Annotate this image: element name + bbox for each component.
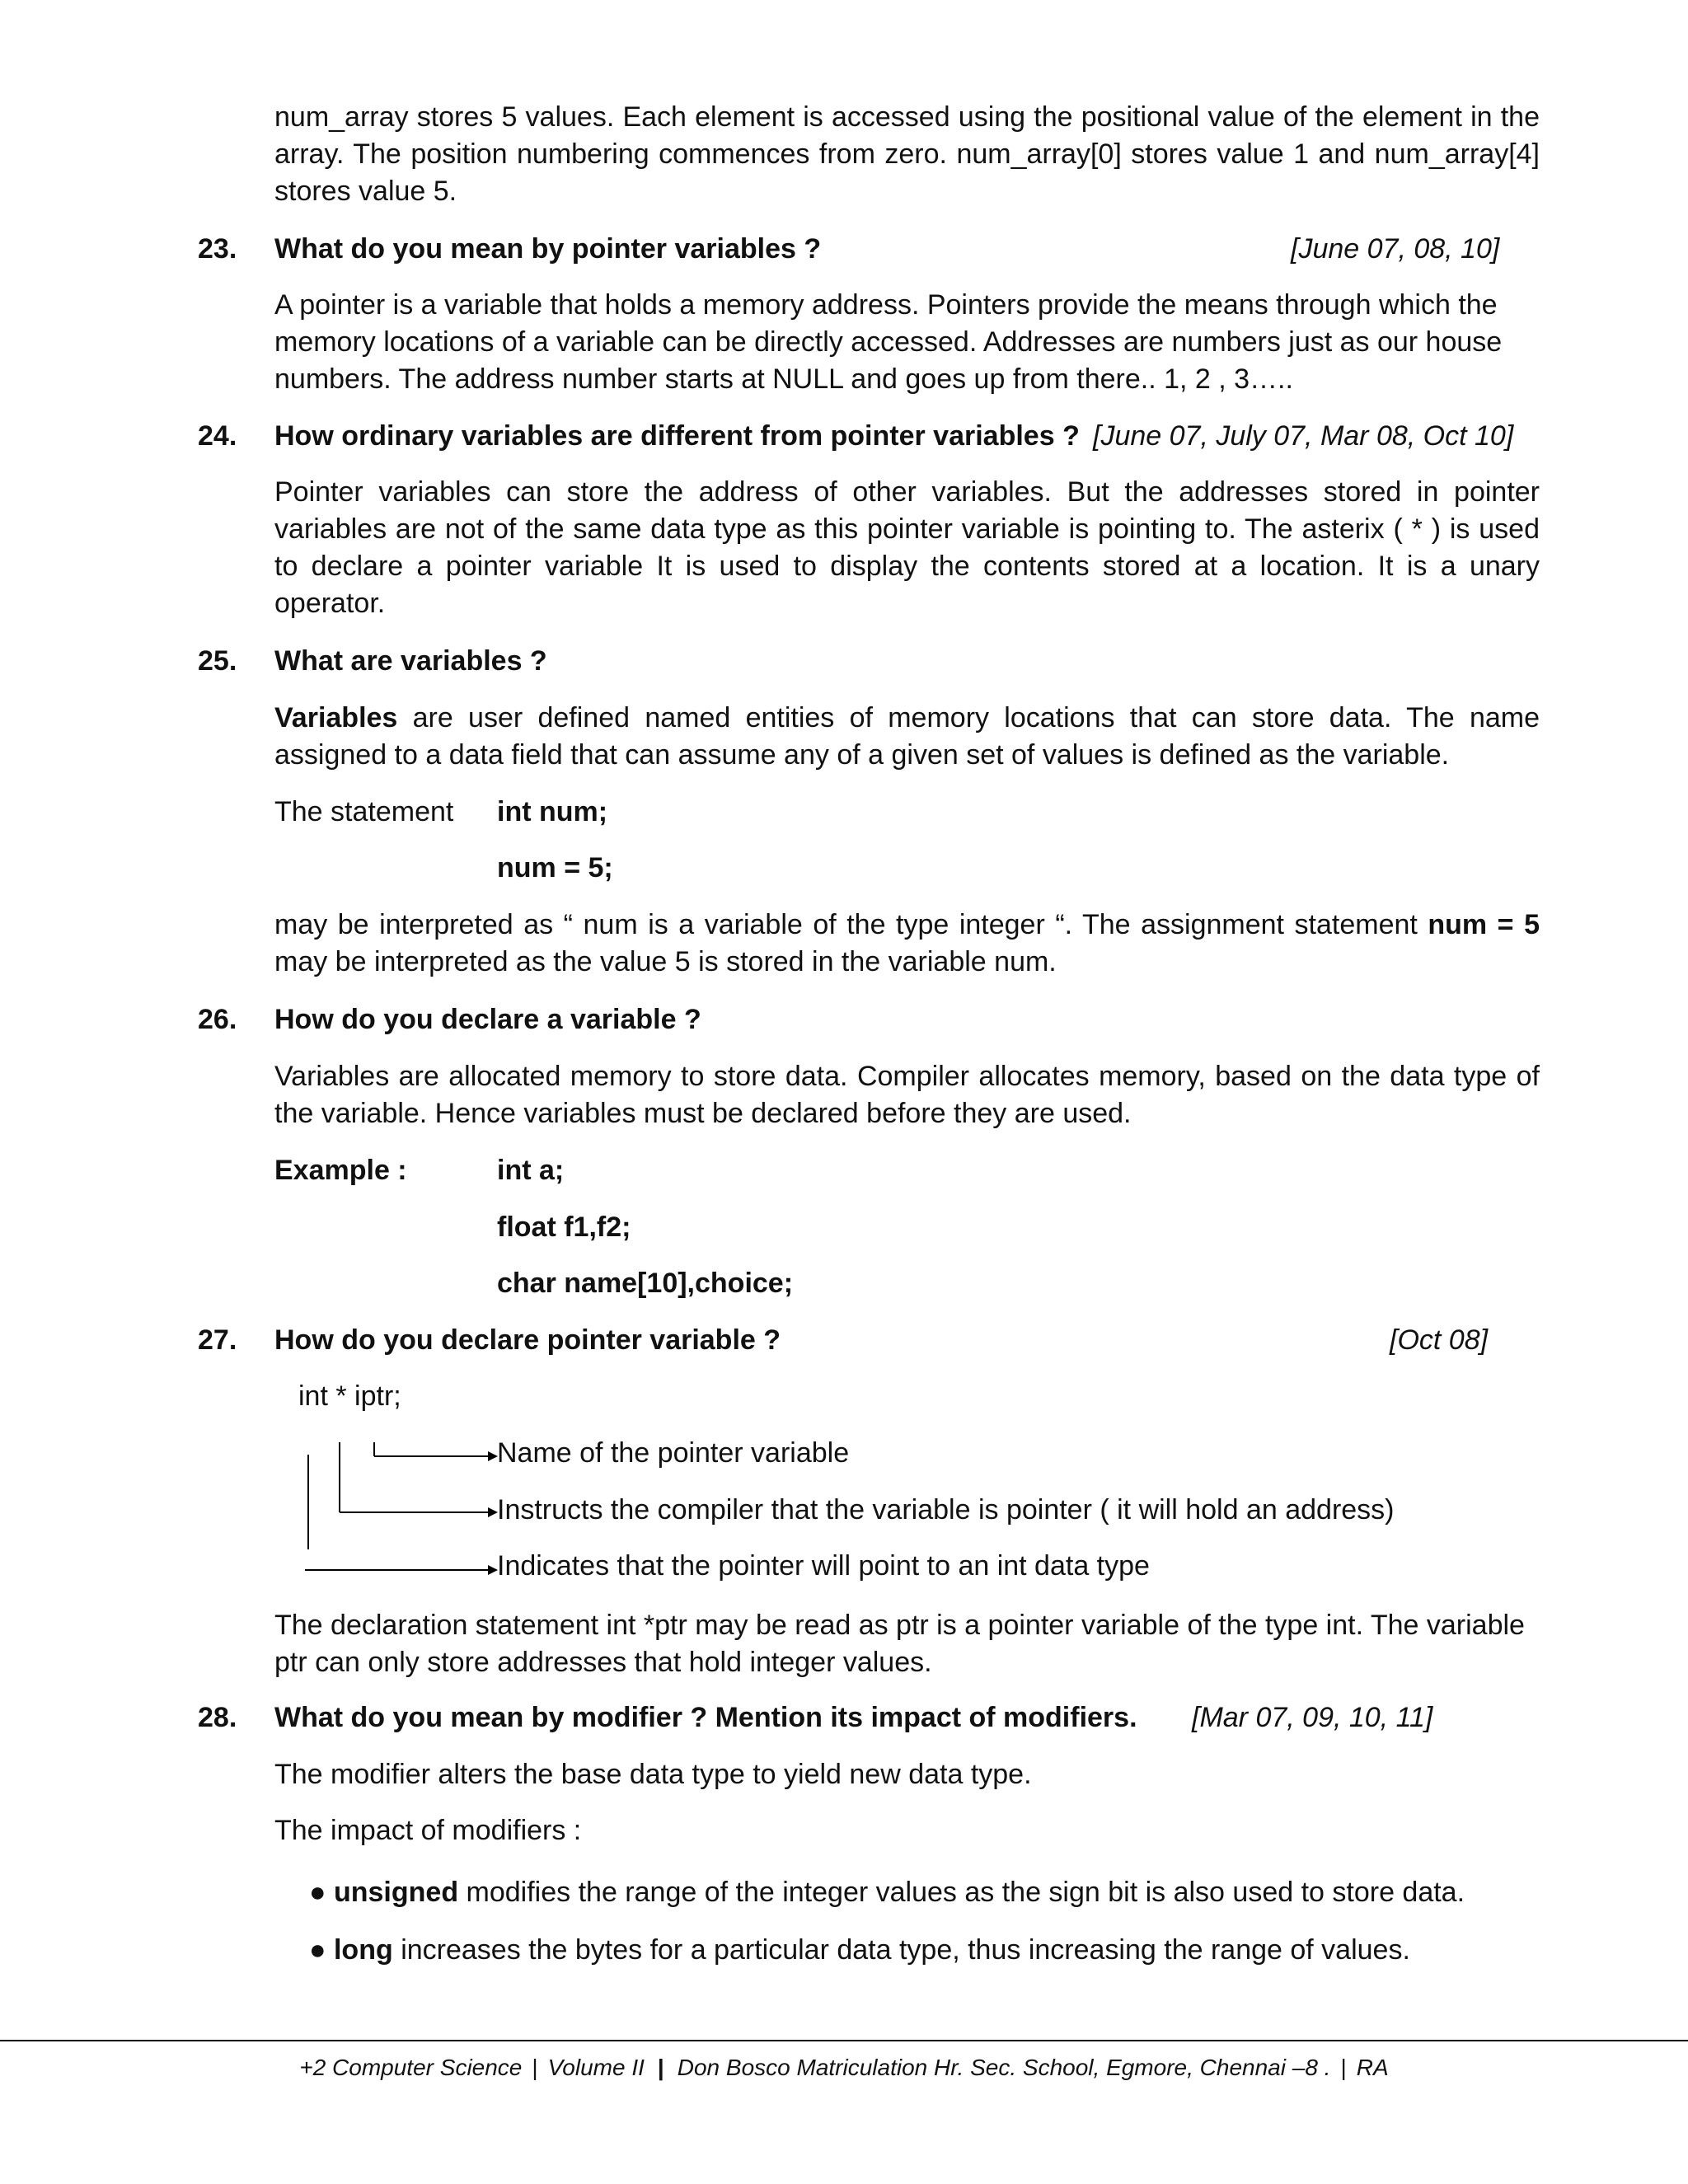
pointer-declaration-diagram — [297, 1434, 511, 1582]
exam-ref-24: [June 07, July 07, Mar 08, Oct 10] — [1093, 420, 1514, 452]
code-num-assign: num = 5; — [497, 852, 613, 883]
page-footer — [0, 2051, 1688, 2084]
code-int-a: int a; — [497, 1155, 565, 1186]
exam-ref-28: [Mar 07, 09, 10, 11] — [1192, 1702, 1433, 1733]
intro-paragraph: num_array stores 5 values. Each element is accessed using the positional value of the element in the array. The position numbering commences from zero. num_array[0] stores value 1 and num_array[4] stores value 5. — [274, 101, 1540, 207]
answer-25-text: are user defined named entities of memory locations that can store data. The name assigned to a data field that can assume any of a given set of values is defined as the variable. — [274, 702, 1540, 771]
question-number-23: 23. — [198, 233, 237, 265]
statement-label: The statement — [274, 796, 454, 827]
answer-24: Pointer variables can store the address of other variables. But the addresses stored in pointer variables are not of the same data type as this pointer variable is pointing to. The asterix ( * ) is used to declare a pointer variable It is used to display the contents stored at a location. It is a unary operator. — [274, 476, 1540, 619]
code-char: char name[10],choice; — [497, 1268, 794, 1299]
answer-26: Variables are allocated memory to store data. Compiler allocates memory, based on the data type of the variable. Hence variables must be declared before they are used. — [274, 1061, 1540, 1129]
answer-23: A pointer is a variable that holds a memory address. Pointers provide the means through which the memory locations of a variable can be directly accessed. Addresses are numbers just as our house numbers. The address number starts at NULL and goes up from there.. 1, 2 , 3….. — [274, 289, 1503, 395]
impact-heading: The impact of modifiers : — [274, 1815, 582, 1846]
arrow-label-name: Name of the pointer variable — [497, 1437, 850, 1469]
question-number-28: 28. — [198, 1702, 237, 1733]
footer-initials: RA — [1356, 2055, 1389, 2080]
exam-ref-27: [Oct 08] — [1390, 1324, 1489, 1356]
bullet-icon: ● — [309, 1877, 334, 1908]
interpretation-25: may be interpreted as “ num is a variable of the type integer “. The assignment statement num = 5 may be interpreted as the value 5 is stored in the variable num. — [274, 909, 1540, 977]
footer-school: Don Bosco Matriculation Hr. Sec. School, Egmore, Chennai –8 . — [677, 2055, 1331, 2080]
exam-ref-23: [June 07, 08, 10] — [1291, 233, 1500, 265]
question-number-26: 26. — [198, 1004, 237, 1035]
question-26: How do you declare a variable ? — [274, 1004, 701, 1035]
modifier-definition: The modifier alters the base data type to yield new data type. — [274, 1759, 1032, 1790]
bullet-unsigned: ● unsigned modifies the range of the integer values as the sign bit is also used to store data. — [309, 1877, 1465, 1908]
question-number-25: 25. — [198, 645, 237, 677]
question-28: What do you mean by modifier ? Mention its impact of modifiers. — [274, 1702, 1137, 1733]
arrow-label-type: Indicates that the pointer will point to an int data type — [497, 1550, 1150, 1582]
question-23: What do you mean by pointer variables ? — [274, 233, 822, 265]
question-number-27: 27. — [198, 1324, 237, 1356]
code-float: float f1,f2; — [497, 1212, 631, 1243]
pointer-declaration-code: int * iptr; — [298, 1380, 401, 1412]
question-number-24: 24. — [198, 420, 237, 452]
bullet-long: ● long increases the bytes for a particular data type, thus increasing the range of values. — [309, 1934, 1410, 1966]
bullet-icon: ● — [309, 1934, 334, 1966]
footer-separator: | — [657, 2055, 664, 2080]
answer-25 — [274, 700, 1540, 774]
variables-term: Variables — [274, 702, 398, 733]
example-label: Example : — [274, 1155, 407, 1186]
footer-divider — [0, 2040, 1688, 2041]
assignment-statement: num = 5 — [1428, 909, 1540, 940]
footer-separator: | — [532, 2055, 538, 2080]
question-27: How do you declare pointer variable ? — [274, 1324, 781, 1356]
arrow-label-pointer: Instructs the compiler that the variable is pointer ( it will hold an address) — [497, 1494, 1395, 1526]
code-int-num: int num; — [497, 796, 608, 827]
footer-volume: Volume II — [547, 2055, 645, 2080]
footer-separator: | — [1340, 2055, 1347, 2080]
answer-27: The declaration statement int *ptr may be read as ptr is a pointer variable of the type int. The variable ptr can only store addresses that hold integer values. — [274, 1610, 1525, 1678]
footer-course: +2 Computer Science — [299, 2055, 523, 2080]
question-24: How ordinary variables are different from pointer variables ? — [274, 420, 1080, 452]
question-25: What are variables ? — [274, 645, 547, 677]
